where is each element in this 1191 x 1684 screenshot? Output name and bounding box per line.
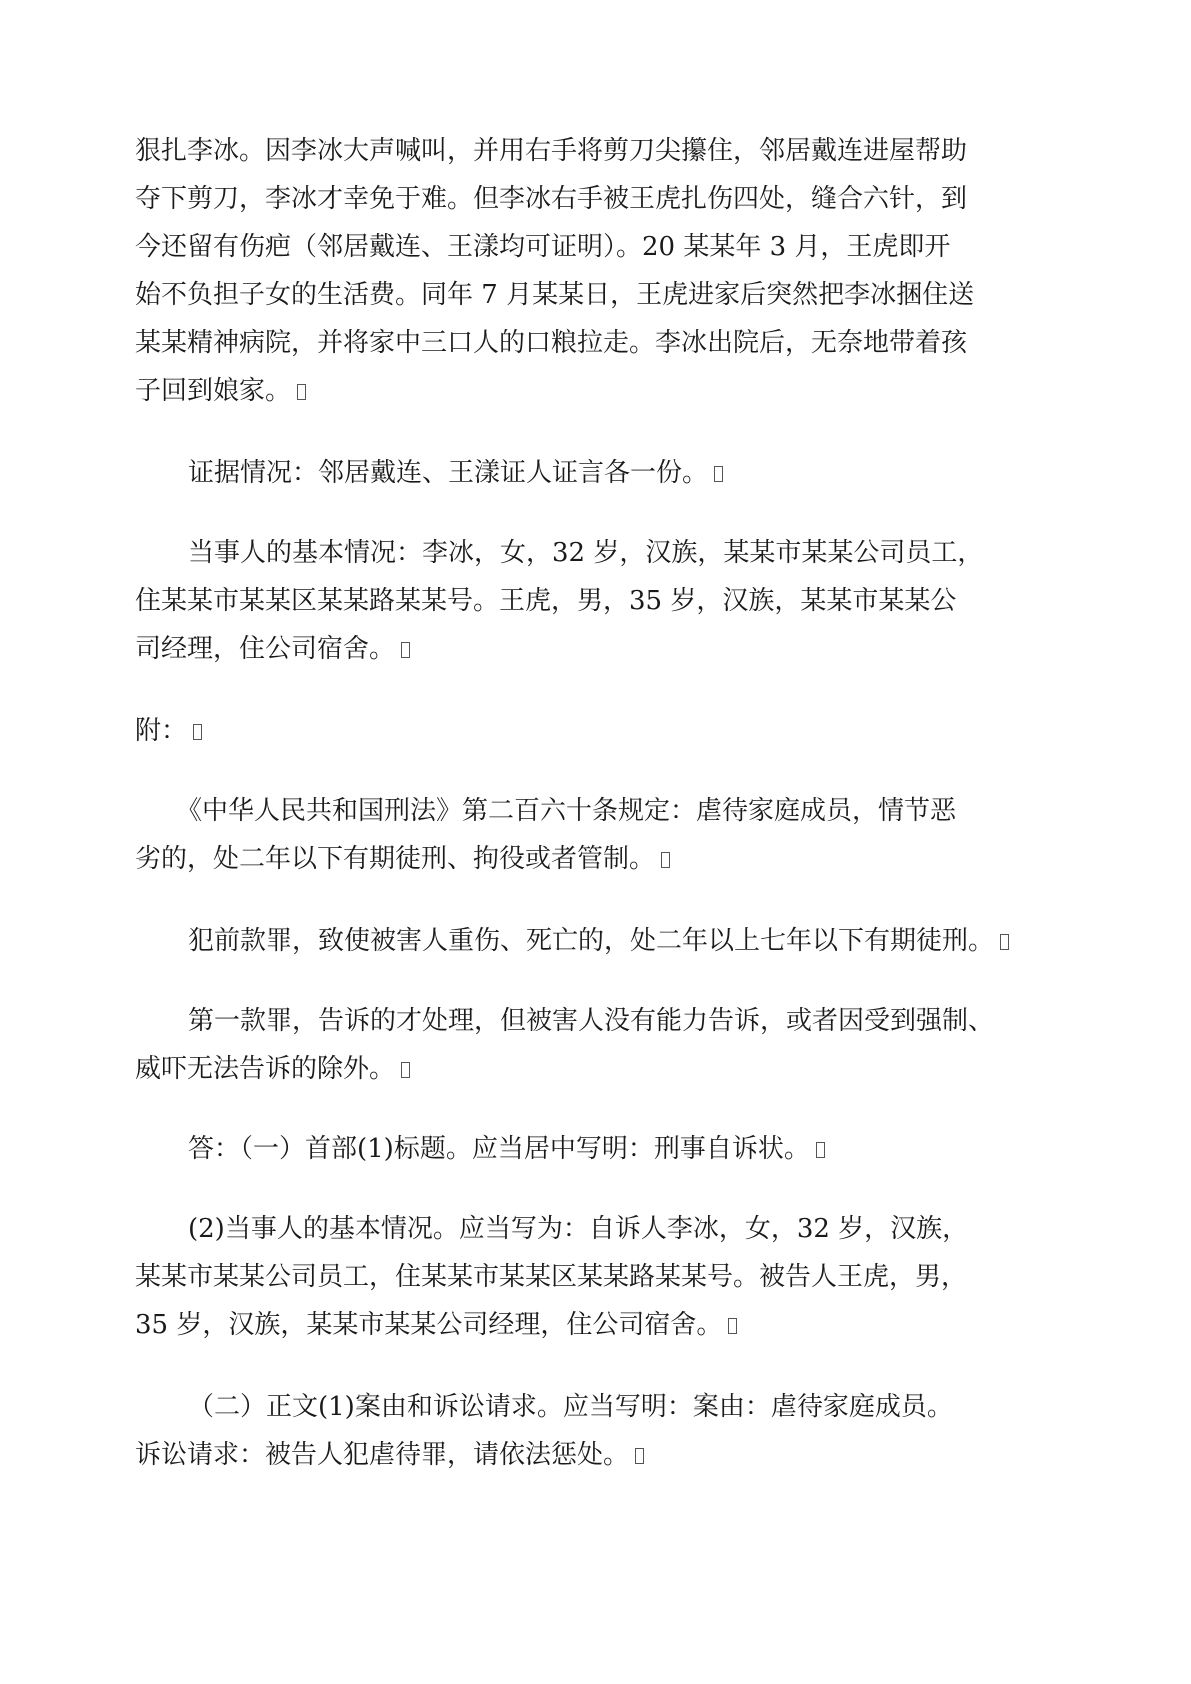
text-line-content: 子回到娘家。 bbox=[135, 376, 292, 406]
text-line-content: 诉讼请求：被告人犯虐待罪，请依法惩处。 bbox=[135, 1440, 630, 1470]
text-line-content: 附： bbox=[135, 716, 188, 746]
text-line-content: 证据情况：邻居戴连、王漾证人证言各一份。 bbox=[188, 458, 709, 488]
paragraph-mark-icon bbox=[661, 852, 670, 868]
text-line-content: 35 岁，汉族，某某市某某公司经理，住公司宿舍。 bbox=[135, 1310, 723, 1340]
text-line: 狠扎李冰。因李冰大声喊叫，并用右手将剪刀尖攥住，邻居戴连进屋帮助 bbox=[135, 136, 968, 166]
text-line: 第一款罪，告诉的才处理，但被害人没有能力告诉，或者因受到强制、 bbox=[188, 1006, 995, 1036]
text-line: 《中华人民共和国刑法》第二百六十条规定：虐待家庭成员，情节恶 bbox=[176, 796, 957, 826]
text-line-end bbox=[188, 452, 723, 494]
text-line: 当事人的基本情况：李冰，女，32 岁，汉族，某某市某某公司员工， bbox=[188, 538, 984, 568]
text-line-end bbox=[135, 370, 306, 412]
text-line-content: 劣的，处二年以下有期徒刑、拘役或者管制。 bbox=[135, 844, 656, 874]
text-line-end bbox=[135, 1434, 644, 1476]
paragraph-mark-icon bbox=[193, 724, 202, 740]
text-line-end bbox=[135, 710, 202, 752]
paragraph-mark-icon bbox=[816, 1142, 825, 1158]
text-line-content: 犯前款罪，致使被害人重伤、死亡的，处二年以上七年以下有期徒刑。 bbox=[188, 926, 995, 956]
text-line: 某某精神病院，并将家中三口人的口粮拉走。李冰出院后，无奈地带着孩 bbox=[135, 328, 968, 358]
paragraph-mark-icon bbox=[297, 384, 306, 400]
text-line-end bbox=[135, 1048, 410, 1090]
paragraph-mark-icon bbox=[401, 642, 410, 658]
text-line-end bbox=[135, 628, 410, 670]
text-line: （二）正文(1)案由和诉讼请求。应当写明：案由：虐待家庭成员。 bbox=[188, 1392, 953, 1422]
text-line-end bbox=[188, 1128, 825, 1170]
text-line-end bbox=[188, 920, 1009, 962]
paragraph-mark-icon bbox=[714, 466, 723, 482]
text-line: 住某某市某某区某某路某某号。王虎，男，35 岁，汉族，某某市某某公 bbox=[135, 586, 957, 616]
text-line: 某某市某某公司员工，住某某市某某区某某路某某号。被告人王虎，男， bbox=[135, 1262, 968, 1292]
text-line-end bbox=[135, 1304, 737, 1346]
paragraph-mark-icon bbox=[635, 1448, 644, 1464]
text-line-content: 威吓无法告诉的除外。 bbox=[135, 1054, 396, 1084]
text-line-end bbox=[135, 838, 670, 880]
text-line-content: 答：（一）首部(1)标题。应当居中写明：刑事自诉状。 bbox=[188, 1134, 810, 1164]
text-line: 今还留有伤疤（邻居戴连、王漾均可证明）。20 某某年 3 月，王虎即开 bbox=[135, 232, 951, 262]
paragraph-mark-icon bbox=[401, 1062, 410, 1078]
text-line: 始不负担子女的生活费。同年 7 月某某日，王虎进家后突然把李冰捆住送 bbox=[135, 280, 975, 310]
text-line: 夺下剪刀，李冰才幸免于难。但李冰右手被王虎扎伤四处，缝合六针，到 bbox=[135, 184, 968, 214]
text-line-content: 司经理，住公司宿舍。 bbox=[135, 634, 396, 664]
paragraph-mark-icon bbox=[1000, 934, 1009, 950]
paragraph-mark-icon bbox=[728, 1318, 737, 1334]
text-line: (2)当事人的基本情况。应当写为：自诉人李冰，女，32 岁，汉族， bbox=[188, 1214, 969, 1244]
